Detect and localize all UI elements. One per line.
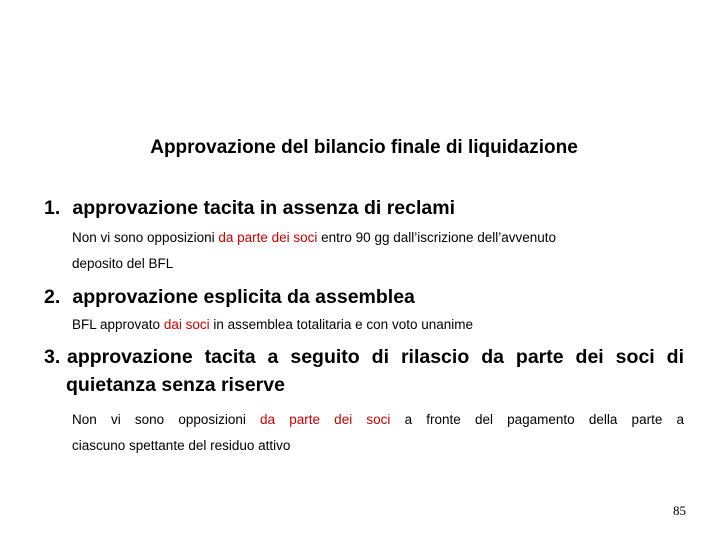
item-2-desc-text-end: in assemblea totalitaria e con voto unanime <box>209 317 473 332</box>
item-3-number: 3. <box>44 346 61 368</box>
item-1-heading-text: approvazione tacita in assenza di reclami <box>72 197 455 219</box>
item-2-number: 2. <box>44 286 61 308</box>
item-3-description-line2: ciascuno spettante del residuo attivo <box>72 438 291 453</box>
item-3-heading-line2: quietanza senza riserve <box>66 374 285 396</box>
item-1-description <box>72 228 556 248</box>
item-3-description <box>72 410 684 430</box>
item-3-desc-highlight: da parte dei soci <box>260 412 391 427</box>
item-2-description <box>72 315 473 335</box>
item-2-desc-highlight: dai soci <box>163 317 210 332</box>
item-2-heading <box>44 282 684 312</box>
slide-title: Approvazione del bilancio finale di liquidazione <box>150 137 578 158</box>
item-3-desc-text: Non vi sono opposizioni <box>72 412 261 427</box>
item-1-description-line2: deposito del BFL <box>72 256 174 271</box>
item-3-heading-text: approvazione tacita a seguito di rilascio da parte dei soci di <box>67 346 684 368</box>
item-2-desc-text: BFL approvato <box>72 317 164 332</box>
item-1-desc-highlight: da parte dei soci <box>218 230 318 245</box>
page-number: 85 <box>673 503 686 518</box>
item-3-heading <box>44 342 684 372</box>
item-3-desc-text-end: a fronte del pagamento della parte a <box>390 412 685 427</box>
item-2-heading-text: approvazione esplicita da assemblea <box>72 286 415 308</box>
item-1-desc-text: Non vi sono opposizioni <box>72 230 219 245</box>
item-1-heading <box>44 193 684 223</box>
item-1-desc-text-end: entro 90 gg dall’iscrizione dell’avvenuto <box>317 230 557 245</box>
item-1-number: 1. <box>44 197 61 219</box>
